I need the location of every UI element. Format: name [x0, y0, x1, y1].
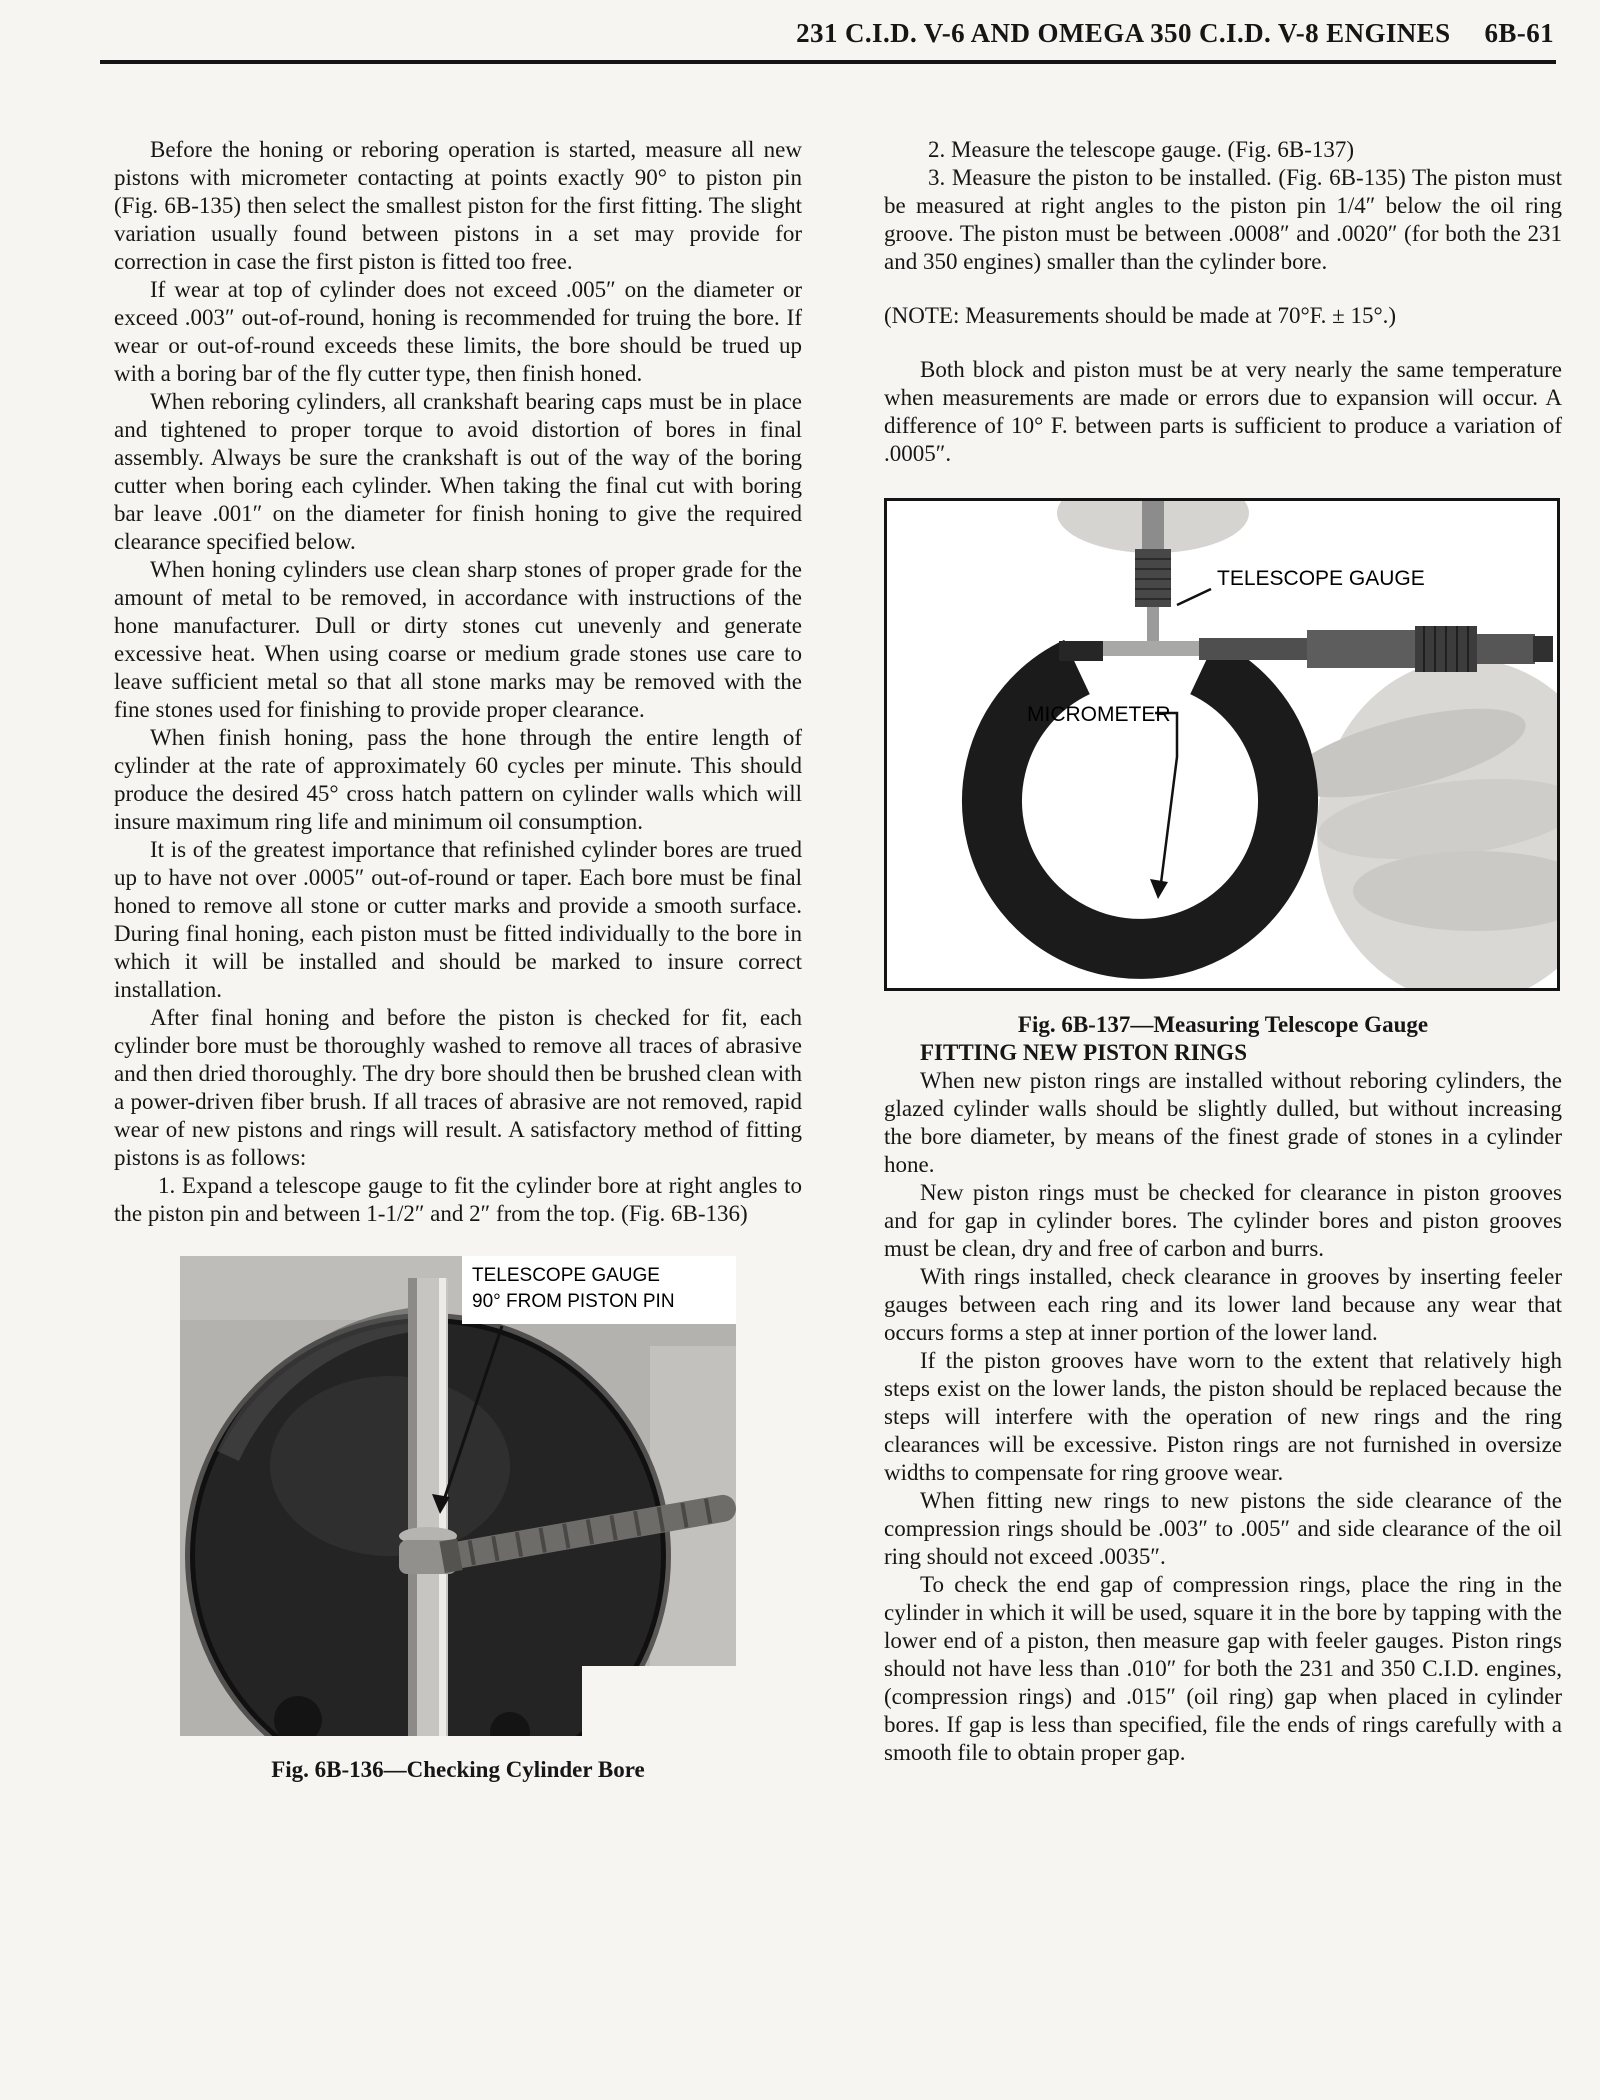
- paragraph: If the piston grooves have worn to the extent that relatively high steps exist on the lower lands, the piston should be replaced because the steps will interfere with the operation of new rings and the ring clearances will be excessive. Piston rings are not furnished in oversize widths to compensate for ring groove wear.: [884, 1348, 1562, 1485]
- paragraph: Both block and piston must be at very nearly the same temperature when measurements are made or errors due to expansion will occur. A difference of 10° F. between parts is sufficient to produce a variation of .0005″.: [884, 357, 1562, 466]
- list-item-1: 1. Expand a telescope gauge to fit the cylinder bore at right angles to the piston pin and between 1-1/2″ and 2″ from the top. (Fig. 6B-136): [114, 1173, 802, 1226]
- step-2: 2. Measure the telescope gauge. (Fig. 6B-137): [928, 137, 1355, 162]
- label-micrometer: MICROMETER: [1027, 703, 1171, 726]
- paragraph: Before the honing or reboring operation is started, measure all new pistons with micrometer contacting at points exactly 90° to piston pin (Fig. 6B-135) then select the smallest piston for the first fitting. The slight variation usually found between pistons in a set may provide for correction in case the first piston is fitted too free.: [114, 137, 802, 274]
- cylinder-bore-photo: [180, 1256, 736, 1736]
- paragraph: When fitting new rings to new pistons the side clearance of the compression rings should be .003″ to .005″ and side clearance of the oil ring should not exceed .0035″.: [884, 1488, 1562, 1569]
- callout-lines: [1155, 589, 1211, 883]
- header-title: 231 C.I.D. V-6 AND OMEGA 350 C.I.D. V-8 ENGINES: [796, 18, 1451, 48]
- paragraph: New piston rings must be checked for clearance in piston grooves and for gap in cylinder bores. The cylinder bores and piston grooves must be clean, dry and free of carbon and burrs.: [884, 1180, 1562, 1261]
- paragraph: When honing cylinders use clean sharp stones of proper grade for the amount of metal to be removed, in accordance with instructions of the hone manufacturer. Dull or dirty stones cut unevenly and generate excessive heat. When using coarse or medium grade stones use care to leave sufficient metal so that all stone marks may be removed with the fine stones used for finishing to provide proper clearance.: [114, 557, 802, 722]
- figure-6b-137-caption: Fig. 6B-137—Measuring Telescope Gauge: [1017, 1012, 1429, 1037]
- section-heading-fitting-new-piston-rings: FITTING NEW PISTON RINGS: [920, 1040, 1247, 1065]
- figure-6b-137-photo: [884, 498, 1560, 991]
- label-telescope-gauge: TELESCOPE GAUGE: [1217, 567, 1425, 590]
- arrow-head: [1150, 879, 1168, 899]
- paragraph: When reboring cylinders, all crankshaft bearing caps must be in place and tightened to proper torque to avoid distortion of bores in final assembly. Always be sure the crankshaft is out of the way of the boring cutter when boring each cylinder. When taking the final cut with boring bar leave .001″ on the diameter for finish honing to give the required clearance specified below.: [114, 389, 802, 554]
- figure-6b-136: [180, 1256, 736, 1784]
- step-3: 3. Measure the piston to be installed. (Fig. 6B-135) The piston must be measured at right angles to the piston pin 1/4″ below the oil ring groove. The piston must be between .0008″ and .0020″ (for both the 231 and 350 engines) smaller than the cylinder bore.: [884, 165, 1562, 274]
- paragraph: After final honing and before the piston is checked for fit, each cylinder bore must be thoroughly washed to remove all traces of abrasive and then dried thoroughly. The dry bore should then be brushed clean with a power-driven fiber brush. If all traces of abrasive are not removed, rapid wear of new pistons and rings will result. A satisfactory method of fitting pistons is as follows:: [114, 1005, 802, 1170]
- page-number: 6B-61: [1484, 18, 1554, 48]
- paragraph: It is of the greatest importance that refinished cylinder bores are trued up to have not over .0005″ out-of-round or taper. Each bore must be final honed to remove all stone or cutter marks and provide a smooth surface. During final honing, each piston must be fitted individually to the bore in which it will be installed and should be marked to insure correct installation.: [114, 837, 802, 1002]
- paragraph: To check the end gap of compression rings, place the ring in the cylinder in which it will be used, square it in the bore by tapping with the lower end of a piston, then measure gap with feeler gauges. Piston rings should not have less than .010″ for both the 231 and 350 C.I.D. engines, (compression rings) and .015″ (oil ring) gap when placed in cylinder bores. If gap is less than specified, file the ends of rings carefully with a smooth file to obtain proper gap.: [884, 1572, 1562, 1765]
- paragraph: If wear at top of cylinder does not exceed .005″ on the diameter or exceed .003″ out-of-round, honing is recommended for truing the bore. If wear or out-of-round exceeds these limits, the bore should be trued up with a boring bar of the fly cutter type, then finish honed.: [114, 277, 802, 386]
- figure-6b-136-photo: [180, 1256, 736, 1736]
- paragraph: When finish honing, pass the hone through the entire length of cylinder at the rate of approximately 60 cycles per minute. This should produce the desired 45° cross hatch pattern on cylinder walls which will insure maximum ring life and minimum oil consumption.: [114, 725, 802, 834]
- figure-6b-136-caption: Fig. 6B-136—Checking Cylinder Bore: [271, 1757, 645, 1782]
- left-column: [114, 136, 802, 1784]
- right-column: [884, 136, 1562, 1767]
- figure-label-box: [462, 1256, 736, 1324]
- page-header: [796, 18, 1554, 49]
- paragraph: With rings installed, check clearance in grooves by inserting feeler gauges between each ring and its lower land because any wear that occurs forms a step at inner portion of the lower land.: [884, 1264, 1562, 1345]
- figure-label-line2: 90° FROM PISTON PIN: [472, 1291, 675, 1312]
- hand: [1280, 659, 1557, 988]
- figure-label-line1: TELESCOPE GAUGE: [472, 1265, 660, 1286]
- paragraph: When new piston rings are installed without reboring cylinders, the glazed cylinder walls should be slightly dulled, but without increasing the bore diameter, by means of the finest grade of stones in a cylinder hone.: [884, 1068, 1562, 1177]
- note-paragraph: (NOTE: Measurements should be made at 70°F. ± 15°.): [884, 303, 1397, 328]
- header-rule: [100, 60, 1556, 64]
